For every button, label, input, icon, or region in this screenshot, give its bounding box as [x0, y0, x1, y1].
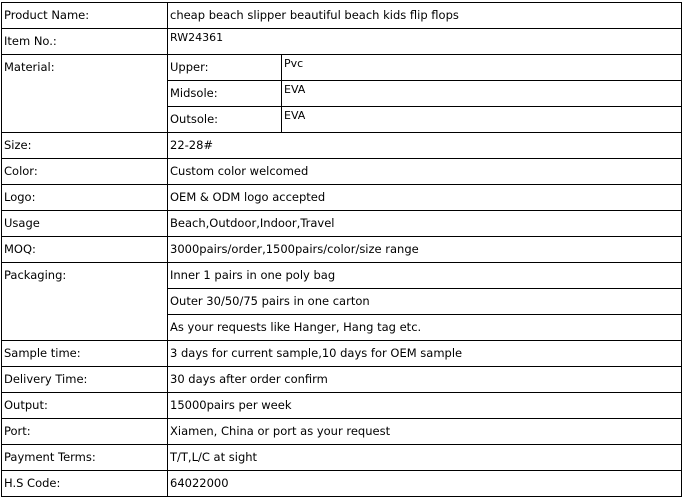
packaging-line-3: As your requests like Hanger, Hang tag etc. — [168, 315, 682, 341]
output-value: 15000pairs per week — [168, 393, 682, 419]
color-label: Color: — [2, 159, 168, 185]
midsole-label: Midsole: — [168, 81, 282, 107]
midsole-value: EVA — [282, 81, 682, 107]
table-row — [2, 393, 682, 419]
color-value: Custom color welcomed — [168, 159, 682, 185]
table-row — [2, 471, 682, 497]
table-row — [2, 419, 682, 445]
table-row — [2, 211, 682, 237]
hs-code-label: H.S Code: — [2, 471, 168, 497]
upper-label: Upper: — [168, 55, 282, 81]
product-spec-table — [1, 2, 682, 497]
outsole-label: Outsole: — [168, 107, 282, 133]
sample-time-value: 3 days for current sample,10 days for OEM sample — [168, 341, 682, 367]
size-value: 22-28# — [168, 133, 682, 159]
usage-value: Beach,Outdoor,Indoor,Travel — [168, 211, 682, 237]
table-row — [2, 263, 682, 289]
table-row — [2, 133, 682, 159]
table-row — [2, 29, 682, 55]
usage-label: Usage — [2, 211, 168, 237]
delivery-time-value: 30 days after order confirm — [168, 367, 682, 393]
product-name-value: cheap beach slipper beautiful beach kids flip flops — [168, 3, 682, 29]
product-name-label: Product Name: — [2, 3, 168, 29]
moq-value: 3000pairs/order,1500pairs/color/size range — [168, 237, 682, 263]
size-label: Size: — [2, 133, 168, 159]
item-no-value: RW24361 — [168, 29, 682, 55]
payment-terms-label: Payment Terms: — [2, 445, 168, 471]
packaging-line-2: Outer 30/50/75 pairs in one carton — [168, 289, 682, 315]
table-row — [2, 445, 682, 471]
logo-label: Logo: — [2, 185, 168, 211]
table-row — [2, 55, 682, 81]
packaging-label: Packaging: — [2, 263, 168, 341]
table-row — [2, 237, 682, 263]
table-row — [2, 367, 682, 393]
delivery-time-label: Delivery Time: — [2, 367, 168, 393]
payment-terms-value: T/T,L/C at sight — [168, 445, 682, 471]
table-row — [2, 3, 682, 29]
port-value: Xiamen, China or port as your request — [168, 419, 682, 445]
upper-value: Pvc — [282, 55, 682, 81]
packaging-line-1: Inner 1 pairs in one poly bag — [168, 263, 682, 289]
outsole-value: EVA — [282, 107, 682, 133]
table-row — [2, 185, 682, 211]
output-label: Output: — [2, 393, 168, 419]
item-no-label: Item No.: — [2, 29, 168, 55]
sample-time-label: Sample time: — [2, 341, 168, 367]
material-label: Material: — [2, 55, 168, 133]
table-row — [2, 159, 682, 185]
hs-code-value: 64022000 — [168, 471, 682, 497]
port-label: Port: — [2, 419, 168, 445]
moq-label: MOQ: — [2, 237, 168, 263]
table-row — [2, 341, 682, 367]
logo-value: OEM & ODM logo accepted — [168, 185, 682, 211]
